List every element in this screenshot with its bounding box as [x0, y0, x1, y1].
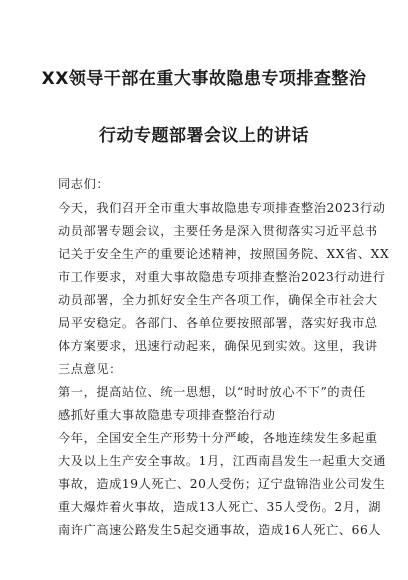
body-line: 局平安稳定。各部门、各单位要按照部署，落实好我市总: [58, 316, 378, 330]
section-heading-line: 感抓好重大事故隐患专项排查整治行动: [58, 408, 276, 422]
body-line: 三点意见：: [58, 362, 122, 376]
body-line: 重大爆炸着火事故，造成13人死亡、35人受伤。2月，湖: [58, 500, 382, 514]
document-title-line-2: 行动专题部署会议上的讲话: [99, 126, 309, 146]
body-line: 记关于安全生产的重要论述精神，按照国务院、XX省、XX: [58, 247, 390, 261]
body-line: 今年，全国安全生产形势十分严峻，各地连续发生多起重: [58, 431, 378, 445]
body-line: 大及以上生产安全事故。1月，江西南昌发生一起重大交通: [58, 454, 387, 468]
section-heading-line: 第一，提高站位、统一思想，以“时时放心不下”的责任: [58, 385, 366, 399]
body-line: 动员部署专题会议，主要任务是深入贯彻落实习近平总书: [58, 224, 378, 238]
document-title-line-1: XX领导干部在重大事故隐患专项排查整治: [41, 69, 367, 89]
body-line: 事故，造成19人死亡、20人受伤；辽宁盘锦浩业公司发生: [58, 477, 386, 491]
body-line: 体方案要求，迅速行动起来，确保见到实效。这里，我讲: [58, 339, 378, 353]
body-line: 市工作要求，对重大事故隐患专项排查整治2023行动进行: [58, 270, 386, 284]
body-line: 今天，我们召开全市重大事故隐患专项排查整治2023行动: [58, 201, 386, 215]
body-line: 动员部署，全力抓好安全生产各项工作，确保全市社会大: [58, 293, 378, 307]
salutation: 同志们：: [58, 177, 110, 191]
body-line: 南许广高速公路发生5起交通事故，造成16人死亡、66人: [58, 523, 382, 537]
